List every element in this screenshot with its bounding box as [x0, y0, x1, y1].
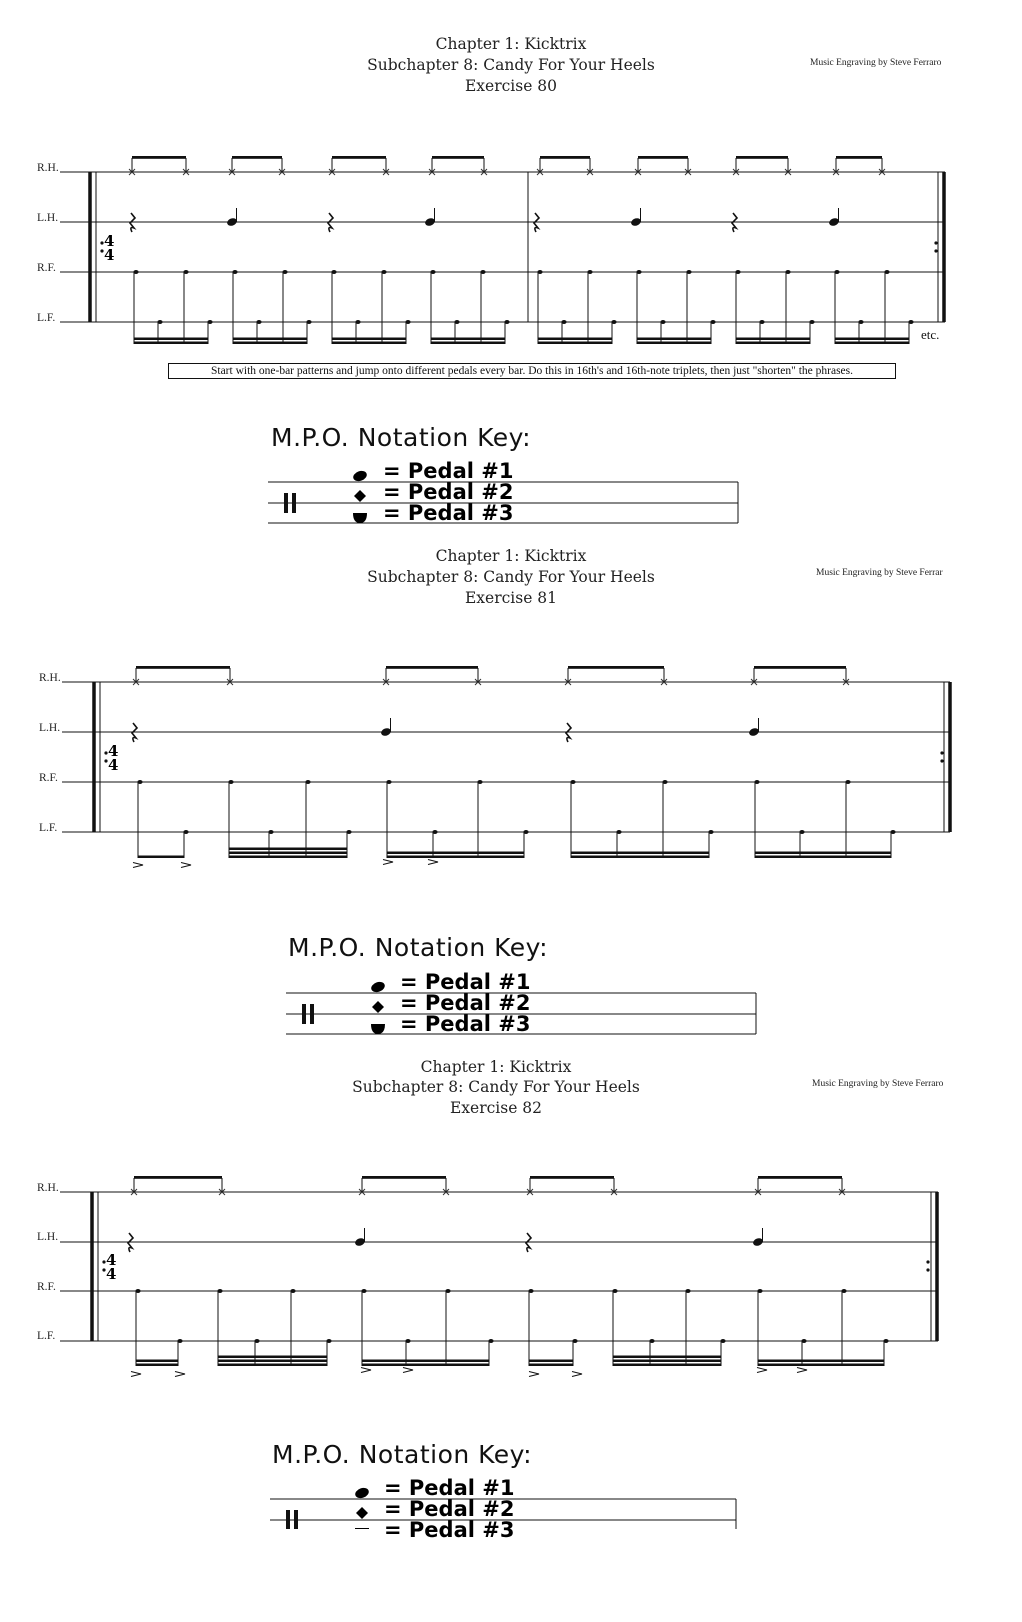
staff-label-rh: R.H.	[39, 672, 61, 684]
pedal-1-notehead-icon	[354, 1486, 370, 1500]
staff-label-rf: R.F.	[37, 262, 56, 274]
beam	[362, 1364, 489, 1367]
beam	[638, 156, 688, 159]
beam	[758, 1364, 884, 1367]
beam	[136, 1364, 178, 1367]
accent-mark	[133, 863, 143, 868]
engraving-credit: Music Engraving by Steve Ferraro	[812, 1079, 944, 1089]
staff-label-rh: R.H.	[37, 1182, 59, 1194]
beam	[758, 1176, 842, 1179]
beam	[432, 156, 484, 159]
pedal-2-diamond-icon	[372, 1001, 384, 1013]
beam	[530, 1176, 614, 1179]
beam	[637, 342, 711, 345]
beam	[132, 156, 186, 159]
beam	[362, 1360, 489, 1363]
beam	[232, 156, 282, 159]
drum-staff-exercise-82	[0, 1170, 1022, 1400]
accent-mark	[175, 1372, 185, 1377]
key-pedal-2: = Pedal #2	[384, 1497, 515, 1521]
beam	[431, 338, 505, 341]
accent-mark	[572, 1372, 582, 1377]
accent-mark	[383, 860, 393, 865]
accent-mark	[797, 1368, 807, 1373]
instruction-box: Start with one-bar patterns and jump onto different pedals every bar. Do this in 16th's and 16th-note triplets, then just "shorten" the phrases.	[168, 363, 896, 379]
beam	[134, 338, 208, 341]
beam	[538, 338, 612, 341]
beam	[387, 856, 524, 859]
beam	[362, 1176, 446, 1179]
beam	[754, 666, 846, 669]
accent-mark	[529, 1372, 539, 1377]
notation-key-title: M.P.O. Notation Key:	[288, 933, 549, 962]
pedal-3-halfhead-icon	[371, 1024, 385, 1034]
pedal-3-halfhead-icon	[353, 513, 367, 523]
accent-mark	[403, 1368, 413, 1373]
time-signature	[106, 1251, 116, 1283]
accent-mark	[181, 863, 191, 868]
staff-label-lh: L.H.	[39, 722, 61, 734]
beam	[387, 852, 524, 855]
chapter-title: Chapter 1: Kicktrix	[420, 1058, 572, 1076]
drum-staff-exercise-81	[0, 660, 1022, 890]
exercise-title: Exercise 82	[449, 1099, 543, 1117]
time-signature	[104, 232, 114, 264]
engraving-credit: Music Engraving by Steve Ferraro	[810, 58, 942, 68]
drum-staff-exercise-80	[0, 150, 1022, 350]
subchapter-title: Subchapter 8: Candy For Your Heels	[352, 1078, 640, 1096]
subchapter-title: Subchapter 8: Candy For Your Heels	[367, 568, 655, 586]
beam	[138, 856, 184, 859]
staff-label-lh: L.H.	[37, 1231, 59, 1243]
pedal-2-diamond-icon	[354, 490, 366, 502]
svg-text:4: 4	[108, 742, 119, 760]
notation-key-title: M.P.O. Notation Key:	[272, 1440, 533, 1469]
beam	[431, 342, 505, 345]
beam	[835, 338, 909, 341]
beam	[332, 338, 406, 341]
svg-text:4: 4	[104, 232, 115, 250]
accent-mark	[131, 1372, 141, 1377]
beam	[637, 338, 711, 341]
beam	[229, 856, 347, 859]
notation-key-title: M.P.O. Notation Key:	[271, 423, 532, 452]
key-pedal-3: = Pedal #3	[383, 501, 514, 525]
beam	[613, 1360, 721, 1363]
beam	[613, 1364, 721, 1367]
svg-text:4: 4	[108, 756, 119, 774]
beam	[736, 342, 810, 345]
beam	[538, 342, 612, 345]
key-pedal-2: = Pedal #2	[400, 991, 531, 1015]
beam	[613, 1356, 721, 1359]
staff-label-lf: L.F.	[37, 1330, 56, 1342]
key-pedal-3	[384, 1520, 514, 1529]
beam	[736, 338, 810, 341]
beam	[229, 848, 347, 851]
accent-mark	[757, 1368, 767, 1373]
beam	[134, 342, 208, 345]
beam	[233, 338, 307, 341]
staff-label-rf: R.F.	[39, 772, 58, 784]
beam	[571, 852, 709, 855]
beam	[218, 1356, 327, 1359]
beam	[218, 1364, 327, 1367]
staff-label-lh: L.H.	[37, 212, 59, 224]
beam	[529, 1364, 573, 1367]
subchapter-title: Subchapter 8: Candy For Your Heels	[367, 56, 655, 74]
etc-label: etc.	[921, 327, 940, 342]
beam	[835, 342, 909, 345]
beam	[233, 342, 307, 345]
key-pedal-1: = Pedal #1	[400, 970, 531, 994]
svg-text:4: 4	[106, 1251, 117, 1269]
beam	[758, 1360, 884, 1363]
chapter-title: Chapter 1: Kicktrix	[435, 35, 587, 53]
exercise-title: Exercise 80	[464, 77, 558, 95]
pedal-2-diamond-icon	[356, 1507, 368, 1519]
staff-label-lf: L.F.	[39, 822, 58, 834]
beam	[571, 856, 709, 859]
staff-label-rh: R.H.	[37, 162, 59, 174]
svg-text:4: 4	[104, 246, 115, 264]
chapter-title: Chapter 1: Kicktrix	[435, 547, 587, 565]
beam	[755, 852, 891, 855]
staff-label-rf: R.F.	[37, 1281, 56, 1293]
accent-mark	[428, 860, 438, 865]
beam	[529, 1360, 573, 1363]
beam	[540, 156, 590, 159]
beam	[218, 1360, 327, 1363]
engraving-credit: Music Engraving by Steve Ferrar	[816, 568, 943, 578]
beam	[386, 666, 478, 669]
key-pedal-1: = Pedal #1	[383, 459, 514, 483]
beam	[136, 1360, 178, 1363]
beam	[332, 342, 406, 345]
beam	[332, 156, 386, 159]
accent-mark	[361, 1368, 371, 1373]
key-pedal-3: = Pedal #3	[400, 1012, 531, 1036]
beam	[136, 666, 230, 669]
beam	[836, 156, 882, 159]
beam	[568, 666, 664, 669]
key-pedal-2: = Pedal #2	[383, 480, 514, 504]
pedal-1-notehead-icon	[352, 469, 368, 483]
exercise-title: Exercise 81	[464, 589, 558, 607]
time-signature	[108, 742, 118, 774]
beam	[755, 856, 891, 859]
key-pedal-1: = Pedal #1	[384, 1476, 515, 1500]
beam	[134, 1176, 222, 1179]
svg-text:4: 4	[106, 1265, 117, 1283]
pedal-1-notehead-icon	[370, 980, 386, 994]
staff-label-lf: L.F.	[37, 312, 56, 324]
beam	[229, 852, 347, 855]
beam	[736, 156, 788, 159]
